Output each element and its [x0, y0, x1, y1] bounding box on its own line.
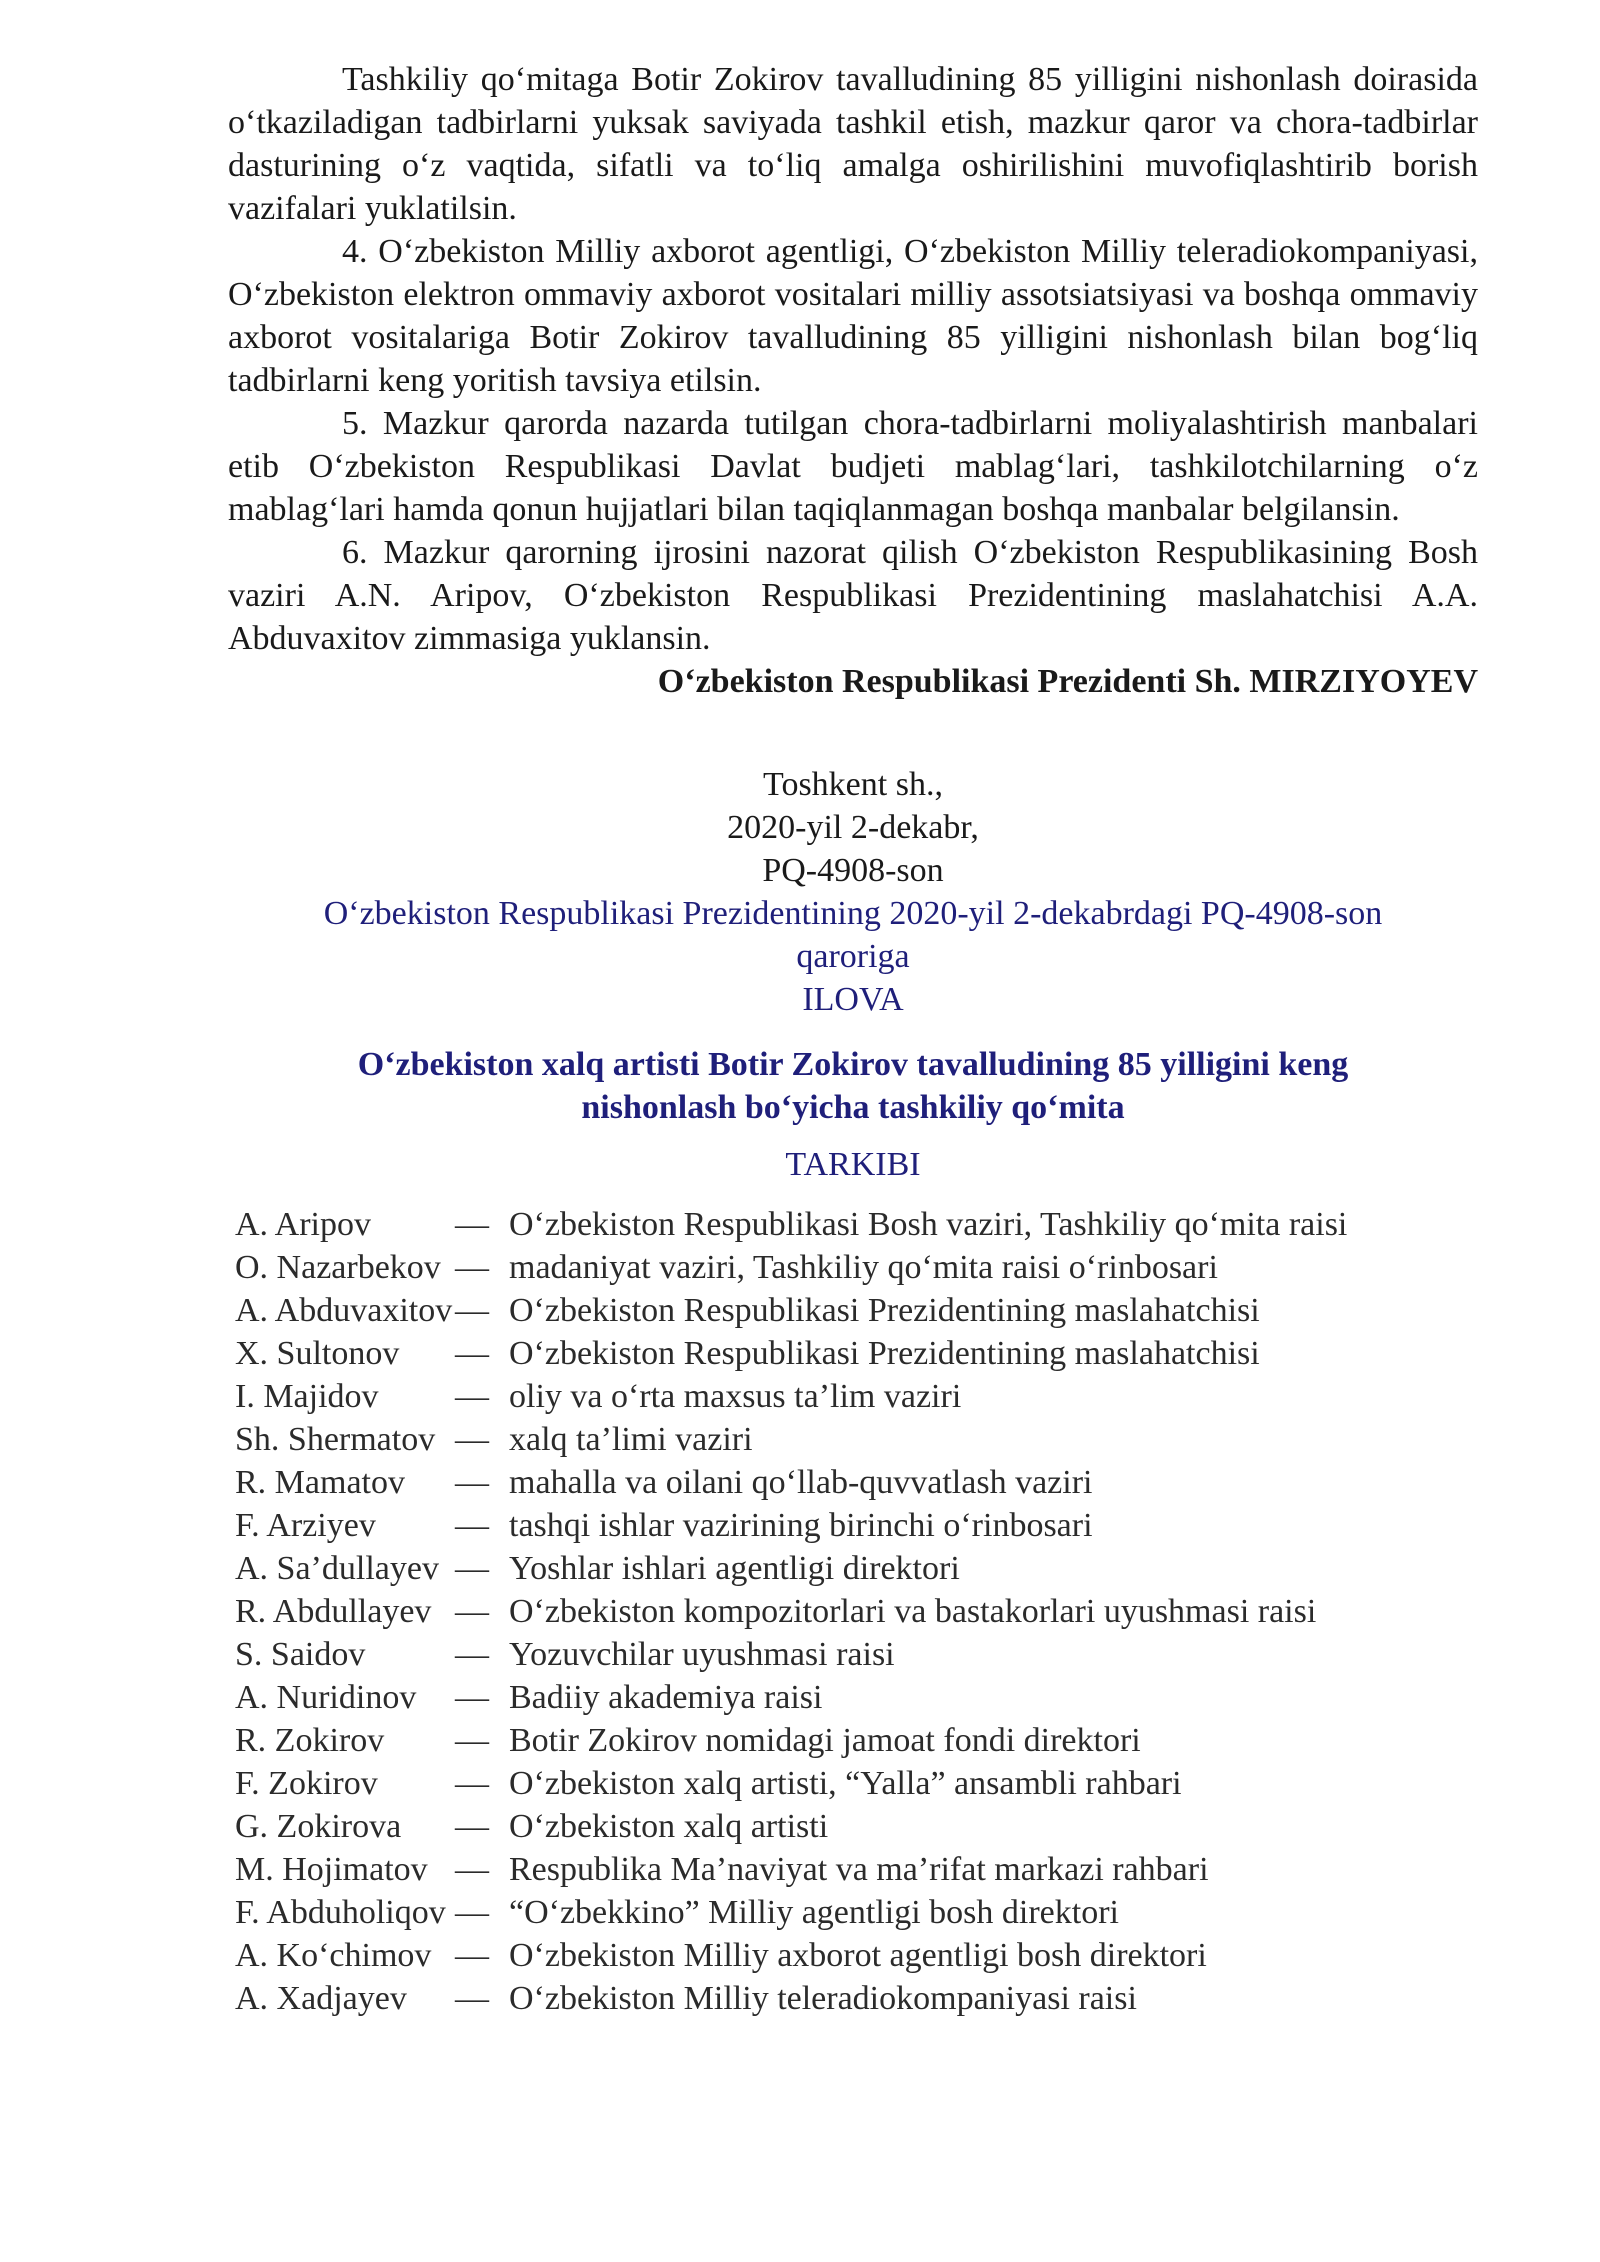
- member-row: [235, 1719, 1485, 1762]
- member-row: [235, 1375, 1485, 1418]
- member-row: [235, 1934, 1485, 1977]
- member-dash: —: [455, 1722, 489, 1759]
- member-name: R. Zokirov: [235, 1722, 385, 1759]
- member-name: I. Majidov: [235, 1378, 379, 1415]
- member-name: A. Abduvaxitov: [235, 1292, 453, 1329]
- member-name: F. Zokirov: [235, 1765, 378, 1802]
- member-dash: —: [455, 1378, 489, 1415]
- member-name: Sh. Shermatov: [235, 1421, 436, 1458]
- member-role: Respublika Ma’naviyat va ma’rifat markazi rahbari: [509, 1851, 1209, 1888]
- member-row: [235, 1805, 1485, 1848]
- member-dash: —: [455, 1593, 489, 1630]
- member-name: O. Nazarbekov: [235, 1249, 441, 1286]
- member-dash: —: [455, 1421, 489, 1458]
- member-role: O‘zbekiston xalq artisti: [509, 1808, 829, 1845]
- member-row: [235, 1590, 1485, 1633]
- member-row: [235, 1461, 1485, 1504]
- member-row: [235, 1246, 1485, 1289]
- member-role: O‘zbekiston Respublikasi Prezidentining maslahatchisi: [509, 1292, 1260, 1329]
- member-dash: —: [455, 1980, 489, 2017]
- paragraph-6-control: 6. Mazkur qarorning ijrosini nazorat qilish O‘zbekiston Respublikasining Bosh vaziri A.N. Aripov, O‘zbekiston Respublikasi Prezidentining maslahatchisi A.A. Abduvaxitov zimmasiga yuklansin.: [228, 534, 1478, 657]
- annex-title: [228, 1043, 1478, 1129]
- member-name: F. Abduholiqov: [235, 1894, 446, 1931]
- place-date-block: [228, 763, 1478, 892]
- member-role: O‘zbekiston xalq artisti, “Yalla” ansambli rahbari: [509, 1765, 1182, 1802]
- president-signature: O‘zbekiston Respublikasi Prezidenti Sh. MIRZIYOYEV: [657, 663, 1478, 700]
- member-name: R. Abdullayev: [235, 1593, 432, 1630]
- member-role: Yoshlar ishlari agentligi direktori: [509, 1550, 960, 1587]
- member-row: [235, 1633, 1485, 1676]
- member-dash: —: [455, 1636, 489, 1673]
- member-row: [235, 1504, 1485, 1547]
- member-role: oliy va o‘rta maxsus ta’lim vaziri: [509, 1378, 962, 1415]
- member-row: [235, 1332, 1485, 1375]
- member-name: A. Nuridinov: [235, 1679, 417, 1716]
- member-dash: —: [455, 1550, 489, 1587]
- member-role: O‘zbekiston kompozitorlari va bastakorlari uyushmasi raisi: [509, 1593, 1317, 1630]
- member-name: A. Sa’dullayev: [235, 1550, 439, 1587]
- member-name: A. Ko‘chimov: [235, 1937, 432, 1974]
- member-role: mahalla va oilani qo‘llab-quvvatlash vaziri: [509, 1464, 1093, 1501]
- member-role: tashqi ishlar vazirining birinchi o‘rinbosari: [509, 1507, 1093, 1544]
- member-role: “O‘zbekkino” Milliy agentligi bosh direktori: [509, 1894, 1119, 1931]
- member-role: madaniyat vaziri, Tashkiliy qo‘mita raisi o‘rinbosari: [509, 1249, 1218, 1286]
- member-dash: —: [455, 1507, 489, 1544]
- paragraph-4-media: 4. O‘zbekiston Milliy axborot agentligi, O‘zbekiston Milliy teleradiokompaniyasi, O‘zbekiston elektron ommaviy axborot vositalari milliy assotsiatsiyasi va boshqa ommaviy axborot vositalariga Botir Zokirov tavalludining 85 yilligini nishonlash bilan bog‘liq tadbirlarni keng yoritish tavsiya etilsin.: [228, 233, 1478, 399]
- member-name: R. Mamatov: [235, 1464, 405, 1501]
- member-name: S. Saidov: [235, 1636, 366, 1673]
- member-role: Yozuvchilar uyushmasi raisi: [509, 1636, 895, 1673]
- member-dash: —: [455, 1765, 489, 1802]
- member-role: Botir Zokirov nomidagi jamoat fondi direktori: [509, 1722, 1141, 1759]
- member-role: O‘zbekiston Milliy axborot agentligi bosh direktori: [509, 1937, 1207, 1974]
- member-row: [235, 1547, 1485, 1590]
- member-dash: —: [455, 1464, 489, 1501]
- annex-reference-line1: O‘zbekiston Respublikasi Prezidentining 2020-yil 2-dekabrdagi PQ-4908-son: [323, 895, 1383, 932]
- member-role: O‘zbekiston Respublikasi Bosh vaziri, Tashkiliy qo‘mita raisi: [509, 1206, 1348, 1243]
- member-row: [235, 1977, 1485, 2020]
- member-name: G. Zokirova: [235, 1808, 402, 1845]
- member-name: M. Hojimatov: [235, 1851, 428, 1888]
- member-row: [235, 1676, 1485, 1719]
- member-row: [235, 1203, 1485, 1246]
- member-role: xalq ta’limi vaziri: [509, 1421, 753, 1458]
- decree-number: PQ-4908-son: [762, 852, 944, 889]
- paragraph-committee-duties: Tashkiliy qo‘mitaga Botir Zokirov tavalludining 85 yilligini nishonlash doirasida o‘tkaziladigan tadbirlarni yuksak saviyada tashkil etish, mazkur qaror va chora-tadbirlar dasturining o‘z vaqtida, sifatli va to‘liq amalga oshirilishini muvofiqlashtirib borish vazifalari yuklatilsin.: [228, 61, 1478, 227]
- member-name: F. Arziyev: [235, 1507, 376, 1544]
- annex-title-line2: nishonlash bo‘yicha tashkiliy qo‘mita: [581, 1089, 1125, 1126]
- member-dash: —: [455, 1292, 489, 1329]
- annex-subtitle: TARKIBI: [785, 1146, 921, 1183]
- annex-title-line1: O‘zbekiston xalq artisti Botir Zokirov tavalludining 85 yilligini keng: [357, 1046, 1349, 1083]
- member-dash: —: [455, 1894, 489, 1931]
- member-role: O‘zbekiston Respublikasi Prezidentining maslahatchisi: [509, 1335, 1260, 1372]
- member-dash: —: [455, 1679, 489, 1716]
- annex-reference-line2: qaroriga: [796, 938, 910, 975]
- annex-reference: [228, 892, 1478, 1021]
- place: Toshkent sh.,: [763, 766, 943, 803]
- member-row: [235, 1289, 1485, 1332]
- decree-body: [228, 58, 1478, 703]
- member-role: Badiiy akademiya raisi: [509, 1679, 823, 1716]
- paragraph-5-financing: 5. Mazkur qarorda nazarda tutilgan chora-tadbirlarni moliyalashtirish manbalari etib O‘zbekiston Respublikasi Davlat budjeti mablag‘lari, tashkilotchilarning o‘z mablag‘lari hamda qonun hujjatlari bilan taqiqlanmagan boshqa manbalar belgilansin.: [228, 405, 1478, 528]
- member-dash: —: [455, 1206, 489, 1243]
- member-dash: —: [455, 1937, 489, 1974]
- member-dash: —: [455, 1808, 489, 1845]
- committee-members-list: [235, 1203, 1485, 2020]
- member-name: X. Sultonov: [235, 1335, 400, 1372]
- annex-label: ILOVA: [802, 981, 904, 1018]
- member-row: [235, 1762, 1485, 1805]
- member-role: O‘zbekiston Milliy teleradiokompaniyasi raisi: [509, 1980, 1137, 2017]
- date: 2020-yil 2-dekabr,: [727, 809, 979, 846]
- member-name: A. Aripov: [235, 1206, 371, 1243]
- member-dash: —: [455, 1851, 489, 1888]
- member-name: A. Xadjayev: [235, 1980, 407, 2017]
- member-row: [235, 1418, 1485, 1461]
- member-dash: —: [455, 1335, 489, 1372]
- member-dash: —: [455, 1249, 489, 1286]
- member-row: [235, 1848, 1485, 1891]
- member-row: [235, 1891, 1485, 1934]
